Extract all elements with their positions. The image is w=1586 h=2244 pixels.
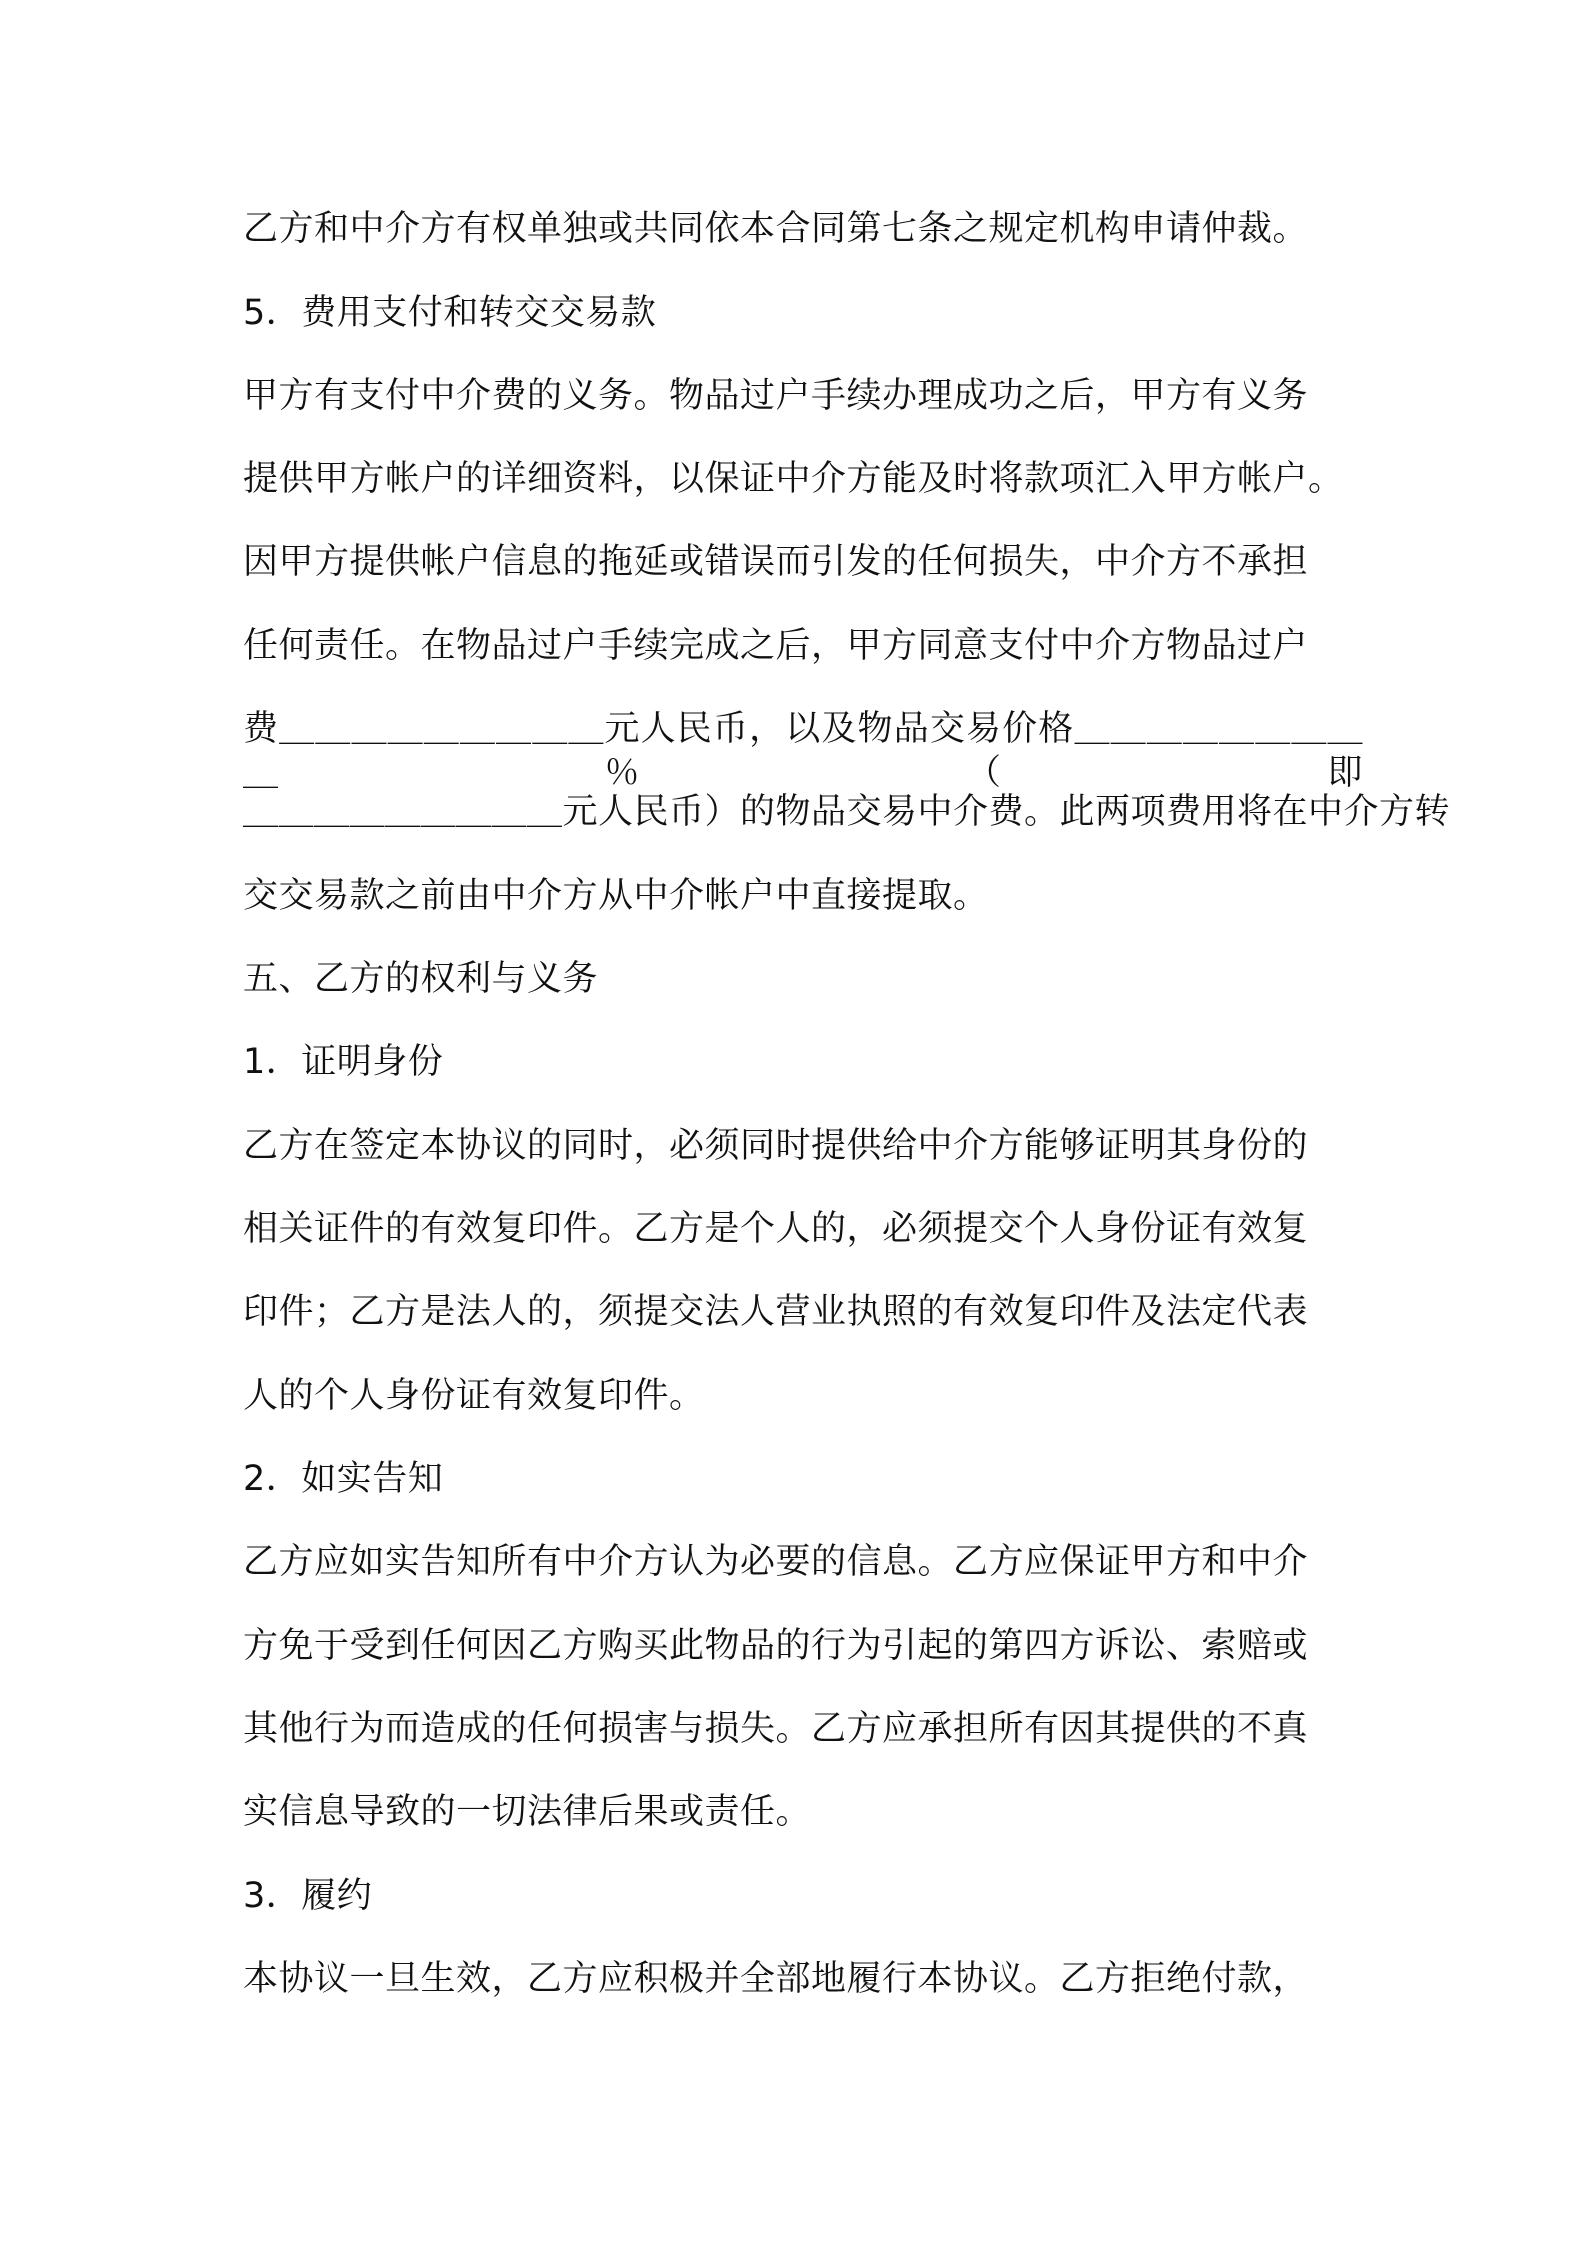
paragraph-line: 乙方应如实告知所有中介方认为必要的信息。乙方应保证甲方和中介: [243, 1542, 1309, 1582]
paragraph-line: 其他行为而造成的任何损害与损失。乙方应承担所有因其提供的不真: [243, 1709, 1309, 1749]
paragraph-line: 方免于受到任何因乙方购买此物品的行为引起的第四方诉讼、索赔或: [243, 1626, 1309, 1666]
paragraph-line: 人的个人身份证有效复印件。: [243, 1376, 705, 1416]
paragraph-line: 任何责任。在物品过户手续完成之后，甲方同意支付中介方物品过户: [243, 626, 1309, 666]
paragraph-line: 交交易款之前由中介方从中介帐户中直接提取。: [243, 876, 989, 916]
paragraph-line: 实信息导致的一切法律后果或责任。: [243, 1792, 812, 1832]
paragraph-line: 本协议一旦生效，乙方应积极并全部地履行本协议。乙方拒绝付款，: [243, 1959, 1309, 1999]
paragraph-line: 费＿＿＿＿＿＿＿＿＿元人民币，以及物品交易价格＿＿＿＿＿＿＿＿＿％（即: [243, 709, 1363, 793]
paragraph-line: 乙方在签定本协议的同时，必须同时提供给中介方能够证明其身份的: [243, 1126, 1309, 1166]
section-heading: 1．证明身份: [243, 1042, 444, 1082]
paragraph-line: 因甲方提供帐户信息的拖延或错误而引发的任何损失，中介方不承担: [243, 542, 1309, 582]
section-heading: 2．如实告知: [243, 1459, 444, 1499]
paragraph-line: 甲方有支付中介费的义务。物品过户手续办理成功之后，甲方有义务: [243, 376, 1309, 416]
paragraph-line: 提供甲方帐户的详细资料，以保证中介方能及时将款项汇入甲方帐户。: [243, 459, 1344, 499]
section-heading: 5．费用支付和转交交易款: [243, 293, 657, 333]
paragraph-line: ＿＿＿＿＿＿＿＿＿元人民币）的物品交易中介费。此两项费用将在中介方转: [243, 792, 1451, 832]
paragraph-line: 乙方和中介方有权单独或共同依本合同第七条之规定机构申请仲裁。: [243, 209, 1309, 249]
paragraph-line: 相关证件的有效复印件。乙方是个人的，必须提交个人身份证有效复: [243, 1209, 1309, 1249]
section-heading: 3．履约: [243, 1876, 373, 1916]
paragraph-line: 印件；乙方是法人的，须提交法人营业执照的有效复印件及法定代表: [243, 1292, 1309, 1332]
chapter-heading: 五、乙方的权利与义务: [243, 959, 599, 999]
